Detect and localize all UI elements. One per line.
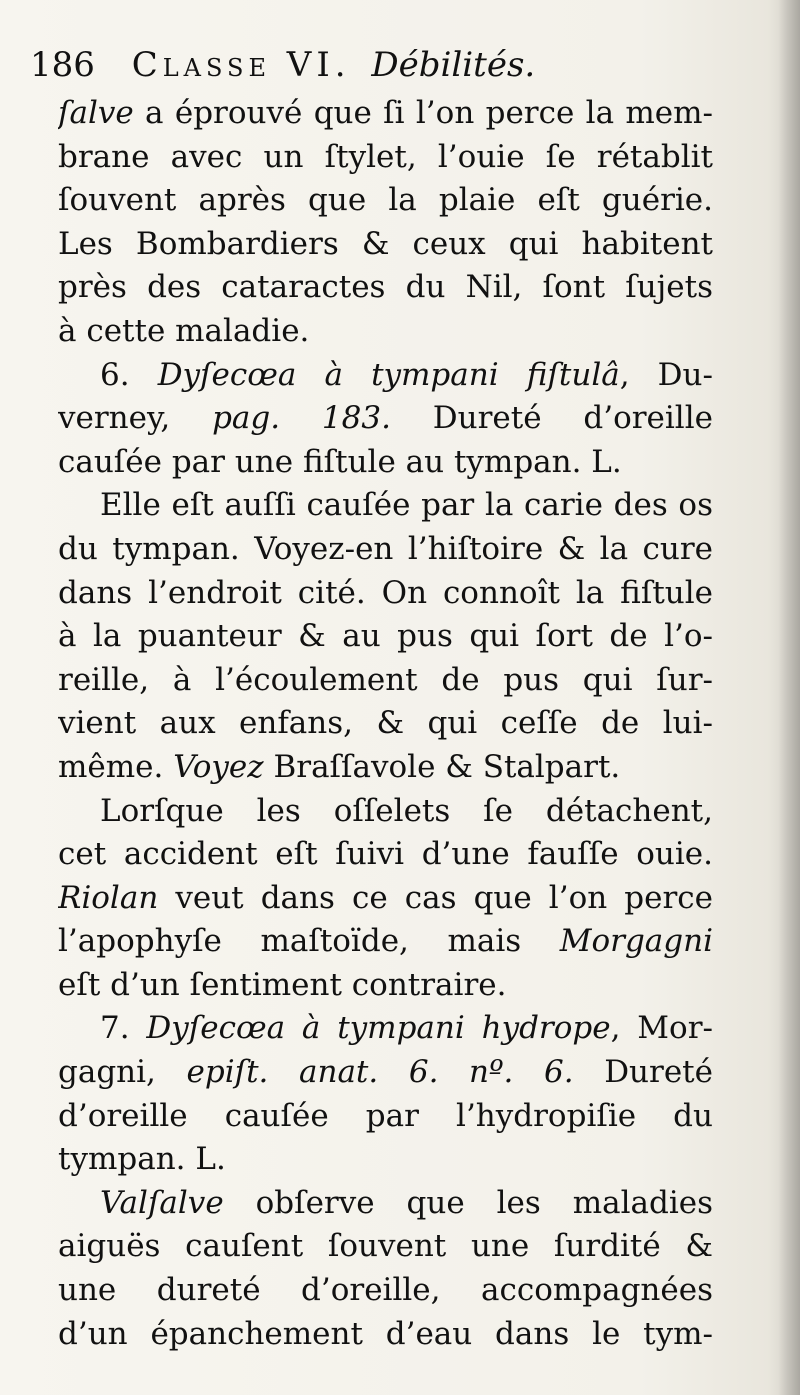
text-segment: près des cataractes du Nil, ſont ſujets [58,269,713,306]
text-segment: cauſée par une fiſtule au tympan. L. [58,443,622,480]
text-segment: dans l’endroit cité. On connoît la fiſtule [58,574,713,611]
text-segment: cet accident eſt ſuivi d’une fauſſe ouie. [58,836,713,873]
italic-text: Dyſecœa à tympani hydrope [146,1010,611,1047]
text-line [58,572,713,616]
text-line [58,223,713,267]
text-segment: du tympan. Voyez-en l’hiſtoire & la cure [58,530,713,567]
text-line [58,1095,713,1139]
text-line [58,441,713,485]
text-segment: a éprouvé que ſi l’on perce la mem- [133,95,713,131]
text-line [58,528,713,572]
text-segment: une dureté d’oreille, accompagnées [58,1272,713,1309]
text-segment: ſouvent après que la plaie eſt guérie. [58,182,713,219]
text-segment: Lorſque les oſſelets ſe détachent, [100,792,713,829]
text-line [58,833,713,877]
text-line [58,397,713,441]
header-classe: Classe VI. [131,45,351,85]
text-line [58,1225,713,1269]
text-segment: à cette maladie. [58,312,310,349]
text-line [58,659,713,703]
text-segment: brane avec un ſtylet, l’ouie ſe rétablit [58,138,713,175]
text-line [58,746,713,790]
body-text [58,92,713,1356]
text-segment: Dureté [573,1054,713,1091]
text-segment: 6. [100,356,158,393]
italic-text: Voyez [173,748,264,785]
italic-text: Riolan [58,879,159,916]
text-line [58,354,713,398]
text-segment: Les Bombardiers & ceux qui habitent [58,225,713,262]
text-segment: gagni, [58,1054,187,1091]
text-segment: Dureté d’oreille [390,400,713,437]
text-line [58,615,713,659]
text-segment: Braſſavole & Stalpart. [263,748,621,785]
italic-text: Dyſecœa à tympani fiſtulâ [157,356,620,393]
italic-text: Morgagni [559,923,713,960]
text-segment: même. [58,748,174,785]
text-segment: obſerve que les maladies [223,1184,713,1221]
text-segment: à la puanteur & au pus qui ſort de l’o- [58,618,713,655]
text-segment: reille, à l’écoulement de pus qui ſur- [58,661,713,698]
text-segment: tympan. L. [58,1141,226,1178]
italic-text: epiſt. anat. 6. nº. 6. [186,1054,574,1091]
text-segment: d’oreille cauſée par l’hydropiſie du [58,1097,713,1134]
page-edge-shadow [778,0,800,1395]
text-line [58,1051,713,1095]
text-line [58,92,713,136]
running-header [30,40,750,90]
text-segment: , Du- [619,356,713,393]
text-line [58,1007,713,1051]
text-segment: d’un épanchement d’eau dans le tym- [58,1315,713,1352]
text-line [58,484,713,528]
text-line [58,310,713,354]
text-segment: verney, [58,400,213,437]
text-line [58,877,713,921]
text-line [58,790,713,834]
text-line [58,920,713,964]
text-segment: l’apophyſe maſtoïde, mais [58,923,560,960]
text-line [58,266,713,310]
text-line [58,1269,713,1313]
text-segment: 7. [100,1010,147,1047]
text-line [58,1313,713,1357]
text-segment: eſt d’un ſentiment contraire. [58,966,507,1003]
header-section-title: Débilités. [371,45,536,85]
page-number: 186 [30,45,95,85]
italic-text: ſalve [58,95,134,131]
italic-text: pag. 183. [212,400,391,437]
text-line [58,702,713,746]
text-line [58,964,713,1008]
text-line [58,1182,713,1226]
text-segment: aiguës cauſent ſouvent une ſurdité & [58,1228,713,1265]
text-segment: Elle eſt auſſi cauſée par la carie des os [100,487,713,524]
text-line [58,1138,713,1182]
italic-text: Valſalve [100,1184,224,1221]
text-line [58,179,713,223]
text-segment: vient aux enfans, & qui ceſſe de lui- [58,705,713,742]
text-segment: veut dans ce cas que l’on perce [158,879,713,916]
text-segment: , Mor- [610,1010,713,1047]
text-line [58,136,713,180]
